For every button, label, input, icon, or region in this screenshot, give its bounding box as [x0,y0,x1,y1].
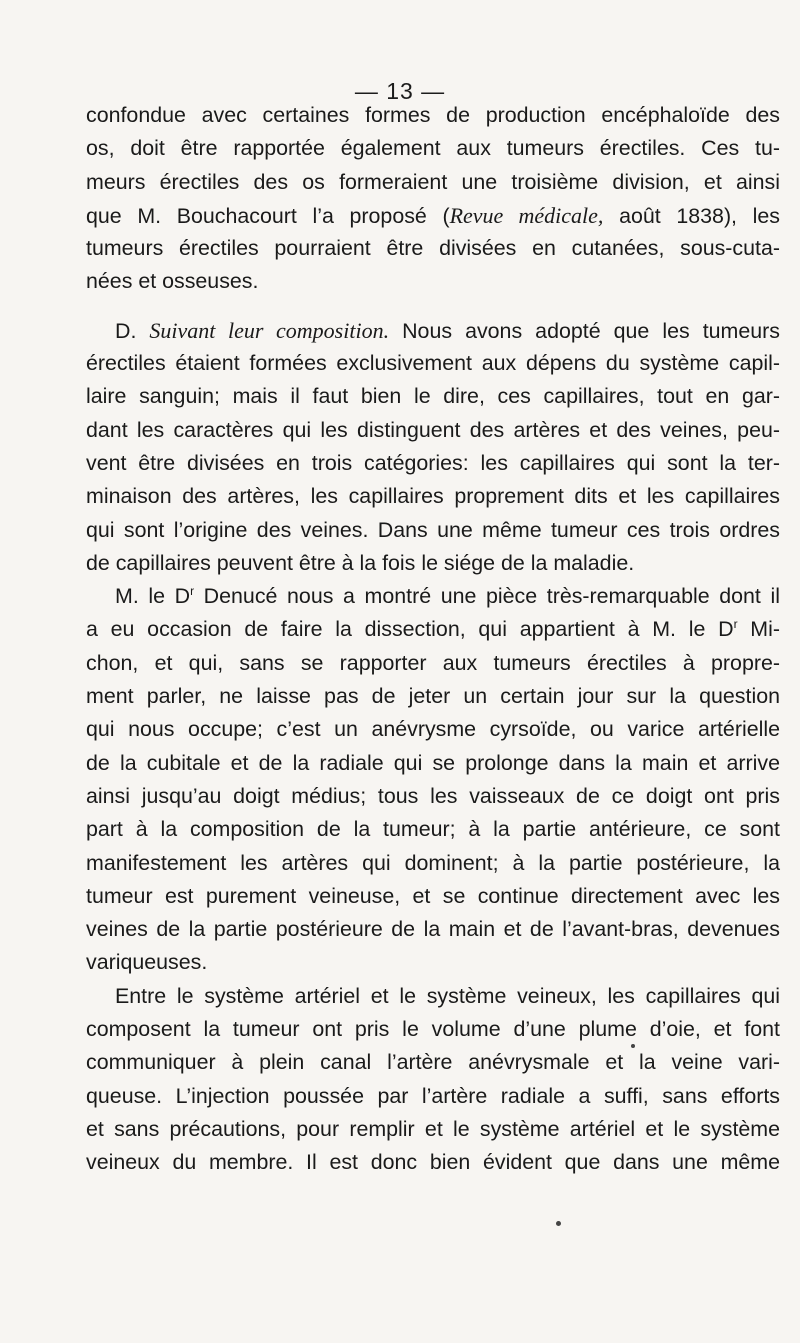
text-line: de capillaires peuvent être à la fois le siége de la maladie. [86,550,635,575]
text-line: tumeur est purement veineuse, et se continue directement avec les [86,883,780,908]
text-fragment: Nous avons adopté que les tumeurs [389,318,780,343]
text-line: tumeurs érectiles pourraient être divisées en cutanées, sous-cuta- [86,236,780,261]
text-line: manifestement les artères qui dominent; à la partie postérieure, la [86,850,780,875]
text-line: veines de la partie postérieure de la main et de l’avant-bras, devenues [86,917,780,942]
paragraph-3 [86,580,780,980]
text-fragment: que M. Bouchacourt l’a proposé ( [86,203,450,228]
text-line: Entre le système artériel et le système veineux, les capillaires qui [115,983,780,1008]
text-fragment: M. le D [115,584,191,609]
body-text [86,99,780,1180]
text-line: de la cubitale et de la radiale qui se prolonge dans la main et arrive [86,750,780,775]
journal-citation: Revue médicale, [449,202,604,228]
paper-speck [556,1221,561,1226]
text-line: nées et osseuses. [86,269,259,294]
text-line: qui nous occupe; c’est un anévrysme cyrsoïde, ou varice artérielle [86,717,780,742]
text-line: laire sanguin; mais il faut bien le dire, ces capillaires, tout en gar- [86,384,780,409]
text-fragment: a eu occasion de faire la dissection, qui appartient à M. le D [86,617,734,642]
text-line: variqueuses. [86,950,208,975]
section-heading-line [86,314,780,347]
paragraph-1 [86,99,780,299]
text-line: et sans précautions, pour remplir et le système artériel et le système [86,1116,780,1141]
text-line: qui sont l’origine des veines. Dans une même tumeur ces trois ordres [86,517,780,542]
text-line: part à la composition de la tumeur; à la partie antérieure, ce sont [86,817,780,842]
text-line: meurs érectiles des os formeraient une troisième division, et ainsi [86,169,780,194]
superscript: r [733,617,738,632]
text-line: veineux du membre. Il est donc bien évident que dans une même [86,1150,780,1175]
text-line-with-citation [86,199,780,232]
paper-speck [631,1044,635,1048]
text-line: queuse. L’injection poussée par l’artère radiale a suffi, sans efforts [86,1083,780,1108]
text-line: chon, et qui, sans se rapporter aux tumeurs érectiles à propre- [86,650,780,675]
text-line: confondue avec certaines formes de production encéphaloïde des [86,103,780,127]
text-line: érectiles étaient formées exclusivement aux dépens du système capil- [86,351,780,376]
page-number: — 13 — [354,78,446,104]
text-fragment: Denucé nous a montré une pièce très-remarquable dont il [194,584,780,609]
text-line [86,613,780,646]
text-line: ment parler, ne laisse pas de jeter un certain jour sur la question [86,684,780,709]
text-line: composent la tumeur ont pris le volume d’une plume d’oie, et font [86,1017,780,1042]
paragraph-2 [86,314,780,580]
paragraph-gap [86,299,780,314]
paragraph-4 [86,980,780,1180]
section-title: Suivant leur composition. [149,317,390,343]
text-line: os, doit être rapportée également aux tumeurs érectiles. Ces tu- [86,136,780,161]
text-line [86,580,780,613]
text-line: dant les caractères qui les distinguent des artères et des veines, peu- [86,417,780,442]
text-line: ainsi jusqu’au doigt médius; tous les vaisseaux de ce doigt ont pris [86,783,780,808]
text-fragment: août 1838), les [603,203,780,228]
section-label: D. [115,318,150,343]
text-line: communiquer à plein canal l’artère anévrysmale et la veine vari- [86,1050,780,1075]
text-fragment: Mi- [737,617,780,642]
text-line: vent être divisées en trois catégories: les capillaires qui sont la ter- [86,450,780,475]
text-line: minaison des artères, les capillaires proprement dits et les capillaires [86,484,780,509]
superscript: r [190,584,195,599]
